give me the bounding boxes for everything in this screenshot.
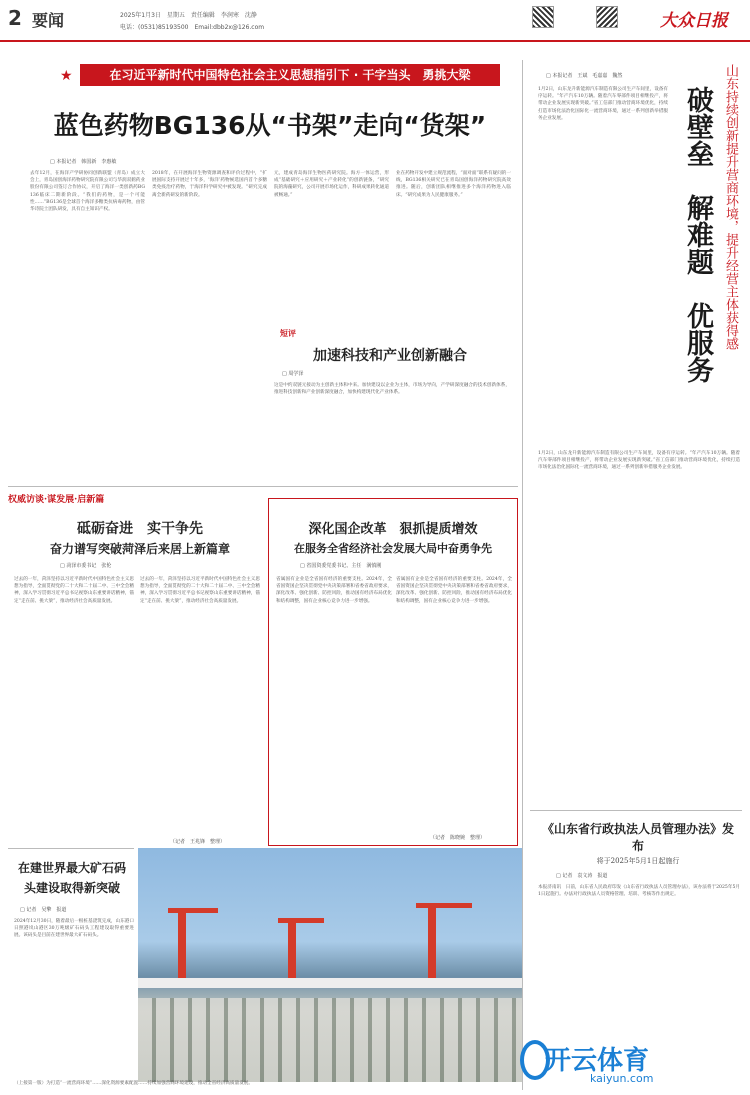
interview-col-1: 过去的一年，菏泽坚持以习近平新时代中国特色社会主义思想为指导，全面贯彻党的二十大和二十届二中、三中全会精神，深入学习贯彻习近平总书记视察山东重要讲话精神，锚定“走在前、挑大梁”，推动经济社会高质量发展。 xyxy=(14,577,134,604)
short-tag: 短评 xyxy=(280,328,296,338)
watermark-text: 开云体育 xyxy=(545,1046,650,1076)
lead-byline: □ 本报记者 韩国新 李惠敏 xyxy=(50,159,117,165)
short-body: 这是中约双链元接动为主创新主体和中来。加快建设以企业为主体，市场为导向，产学研深度融合的技术创新体系，推进科技创新和产业创新深度融合，加快构建现代化产业体系。 xyxy=(274,383,510,396)
masthead-meta: 2025年1月3日 星期五 责任编辑 李润寒 沈静 xyxy=(120,12,257,19)
soe-title-2[interactable]: 在服务全省经济社会发展大局中奋勇争先 xyxy=(294,542,492,555)
port-byline: □ 记者 吴擎 报道 xyxy=(20,907,67,913)
lead-col-1: 去年12月，在海洋产学研协同创新联盟（青岛）成立大会上，青岛国创海洋药物研究院有限公司与华润双鹤药业股份有限公司签订合作协议，开启了海洋一类创新药BG136临床二期新阶段。“我们的药物，是一个可能性……”BG136是全球首个海洋多糖类抗病毒药物，由管华诗院士团队研发，具有自主知识产权。 xyxy=(30,171,145,213)
masthead-contact: 电话：(0531)85193500 Email:dbb2x@126.com xyxy=(120,24,265,31)
soe-col-1: 省属国有企业是全省国有经济的重要支柱。2024年，全省国资国企坚决贯彻党中央决策部署和省委省政府要求，深化改革、强化创新、防控风险，推动国有经济布局优化和结构调整，国有企业核心竞争力进一步增强。 xyxy=(276,577,392,604)
footer-continuation: （上接第一版）为打造“一流营商环境”……深化资源要素配置……持续加强营商环境建设，推动全省经济高质量发展。 xyxy=(14,1081,253,1086)
regulation-body: 本报济南讯 日前，山东省人民政府印发《山东省行政执法人员管理办法》，该办法将于2025年5月1日起施行。办法对行政执法人员资格管理、培训、考核等作出规定。 xyxy=(538,885,740,898)
lead-col-2: 2018年，在开展海洋生物资源调查和评价过程中，“扩展国际支持开展过十年多，‘海洋’药物候选国内首个多糖类免疫治疗药物，于海洋科学研究中被发现。“研究完成离全新药研发的新阶段。 xyxy=(152,171,267,198)
interview-title-2[interactable]: 奋力谱写突破菏泽后来居上新篇章 xyxy=(49,542,230,556)
column-divider xyxy=(522,60,523,1090)
right-body-top: 1月2日，山东龙升新能源汽车制造有限公司生产车间里，设备有序运转。“年产汽车10万辆。随着汽车零部件项目相继投产，将带动企业发展实现新突破。”省工信部门推动营商环境优化，持续打造市场化法治化国际化一流营商环境，通过一系列创新举措服务企业发展。 xyxy=(538,87,668,121)
lead-col-4: 业在药物开发中建立规范流程，“面对面”联系有疑问的一线，BG136相关研究已在青岛国创海洋药物研究院高效推进。随后，创新团队相继推进多个海洋药物进入临床。“研究成果为人民健康服务。” xyxy=(396,171,511,198)
regulation-divider xyxy=(530,810,742,811)
lead-col-3: 元，建成青岛海洋生物医药研究院。海方一体运营，形成“基础研究＋应用研究＋产业转化”的创新链条，“研究院的海藻研究，公司开展市场化运作，科研成果转化通道被畅通。” xyxy=(274,171,389,198)
port-divider xyxy=(8,848,134,849)
page-number: 2 xyxy=(8,6,22,30)
newspaper-logo: 大众日报 xyxy=(660,11,728,31)
interview-author: （记者 王兆锋 整理） xyxy=(170,839,226,845)
soe-title-1[interactable]: 深化国企改革 狠抓提质增效 xyxy=(308,522,478,537)
short-headline[interactable]: 加速科技和产业创新融合 xyxy=(313,348,467,364)
masthead-rule xyxy=(0,40,750,42)
interview-col-2: 过去的一年，菏泽坚持以习近平新时代中国特色社会主义思想为指导，全面贯彻党的二十大和二十届二中、三中全会精神，深入学习贯彻习近平总书记视察山东重要讲话精神，锚定“走在前、挑大梁”，推动经济社会高质量发展。 xyxy=(140,577,260,604)
port-photo xyxy=(138,848,522,1082)
lead-headline[interactable]: 蓝色药物BG136从“书架”走向“货架” xyxy=(53,111,487,140)
interview-title-1[interactable]: 砥砺奋进 实干争先 xyxy=(77,521,203,537)
soe-col-2: 省属国有企业是全省国有经济的重要支柱。2024年，全省国资国企坚决贯彻党中央决策部署和省委省政府要求，深化改革、强化创新、防控风险，推动国有经济布局优化和结构调整，国有企业核心竞争力进一步增强。 xyxy=(396,577,512,604)
right-headline[interactable]: 破壁垒 解难题 优服务 xyxy=(682,86,713,383)
section-title: 要闻 xyxy=(32,11,65,30)
right-byline: □ 本报记者 王斌 毛嘉嘉 魏然 xyxy=(546,73,623,79)
interview-tag: 权威访谈·谋发展·启新篇 xyxy=(8,495,105,505)
qr-code-1 xyxy=(532,6,554,28)
short-byline: □ 周学泽 xyxy=(282,371,304,377)
star-icon: ★ xyxy=(60,68,73,84)
right-body-lower: 1月2日，山东龙升新能源汽车制造有限公司生产车间里，设备有序运转。“年产汽车10万辆。随着汽车零部件项目相继投产，将带动企业发展实现新突破。”省工信部门推动营商环境优化，持续打造市场化法治化国际化一流营商环境，通过一系列创新举措服务企业发展。 xyxy=(538,451,740,471)
qr-code-2 xyxy=(596,6,618,28)
right-subtitle: 山东持续创新提升营商环境，提升经营主体获得感 xyxy=(723,64,738,350)
soe-byline: □ 省国资委党委书记、主任 满慎刚 xyxy=(300,563,382,569)
regulation-headline[interactable]: 《山东省行政执法人员管理办法》发布 xyxy=(541,822,734,853)
regulation-subtitle: 将于2025年5月1日起施行 xyxy=(596,857,680,865)
soe-author: （记者 陈晓婉 整理） xyxy=(430,835,486,841)
theme-banner: 在习近平新时代中国特色社会主义思想指引下 · 干字当头 勇挑大梁 xyxy=(80,64,500,86)
interview-byline: □ 菏泽市委书记 张伦 xyxy=(60,563,112,569)
port-body: 2024年12月30日，随着最后一根桩基浇筑完成，山东港口日照港岚山港区30万吨级矿石码头工程建设取得重要进展。该码头是目前在建世界最大矿石码头。 xyxy=(14,919,134,939)
section-divider xyxy=(8,486,518,487)
regulation-byline: □ 记者 袁文涛 报道 xyxy=(556,873,608,879)
watermark-url: kaiyun.com xyxy=(590,1072,654,1085)
port-headline[interactable]: 在建世界最大矿石码头建设取得新突破 xyxy=(17,861,126,895)
